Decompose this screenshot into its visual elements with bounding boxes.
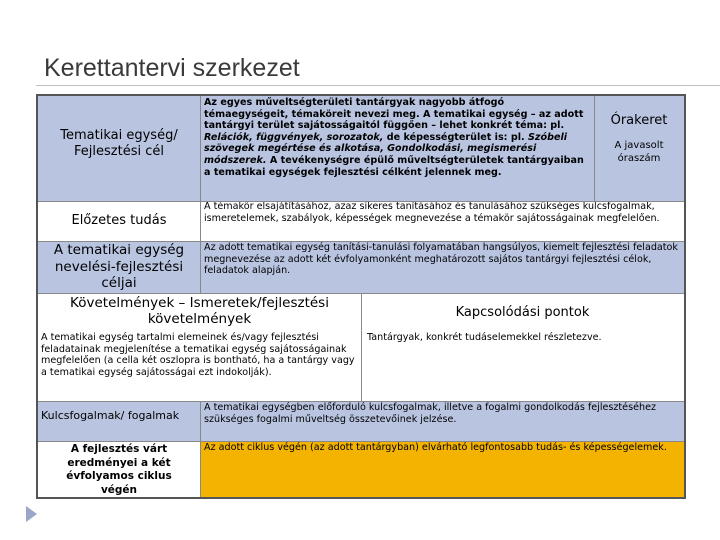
kovetelmenyek-header-text: Követelmények – Ismeretek/fejlesztési követelmények xyxy=(70,295,329,327)
kapcsolodasi-desc-text: Tantárgyak, konkrét tudáselemekkel részletezve. xyxy=(367,332,602,343)
grid-line xyxy=(38,241,684,242)
tematikai-label-cell xyxy=(38,96,200,201)
kovetelmenyek-desc-text: A tematikai egység tartalmi elemeinek és/vagy fejlesztési feladatainak megjelenítése a tematikai egység sajátosságainak megfelelően (a cella két oszlopra is bontható, ha a tantárgy vagy a tematikai egység sajátosságai ezt indokolják). xyxy=(41,332,355,378)
tematikai-desc-italic2: Szóbeli szövegek megértése és alkotása, Gondolkodási, megismerési módszerek. xyxy=(204,131,568,166)
kapcsolodasi-header-text: Kapcsolódási pontok xyxy=(455,305,590,320)
tematikai-desc-intro: Az egyes műveltségterületi tantárgyak nagyobb átfogó témaegységeit, témaköreit nevezi meg. A tematikai egység – az adott tantárgyi terület sajátosságaitól függően – lehet konkrét téma: pl. xyxy=(204,97,584,132)
celok-label-cell xyxy=(38,241,200,293)
elozetes-description xyxy=(200,201,684,241)
eredmenyek-label: A fejlesztés várt eredményei a két évfolyamos ciklus végén xyxy=(66,443,172,496)
page-title: Kerettantervi szerkezet xyxy=(44,54,300,82)
next-slide-arrow-icon[interactable] xyxy=(26,506,37,522)
tematikai-desc-mid: de képességterület is: pl. xyxy=(383,131,528,143)
tematikai-desc-italic1: Relációk, függvények, sorozatok, xyxy=(204,131,384,143)
grid-line xyxy=(594,96,595,201)
celok-description xyxy=(200,241,684,293)
kulcsfogalmak-description xyxy=(200,401,684,441)
grid-line xyxy=(38,293,684,294)
tematikai-label: Tematikai egység/ Fejlesztési cél xyxy=(60,128,178,159)
kulcsfogalmak-desc-text: A tematikai egységben előforduló kulcsfogalmak, illetve a fogalmi gondolkodás fejlesztéséhez szükséges fogalmi műveltség összetevőinek jelzése. xyxy=(204,402,657,425)
orakeret-title: Órakeret xyxy=(610,113,668,128)
kulcsfogalmak-label: Kulcsfogalmak/ fogalmak xyxy=(41,409,180,422)
kapcsolodasi-header xyxy=(361,293,684,331)
title-divider xyxy=(36,85,720,86)
elozetes-label-cell xyxy=(38,201,200,241)
elozetes-desc-text: A témakör elsajátításához, azaz sikeres tanításához és tanulásához szükséges kulcsfogalmak, ismeretelemek, szabályok, képességek megnevezése a témakör sajátosságainak megfelelően. xyxy=(204,201,660,224)
grid-line xyxy=(361,293,362,401)
elozetes-label: Előzetes tudás xyxy=(71,213,167,228)
grid-line xyxy=(200,96,201,293)
celok-desc-text: Az adott tematikai egység tanítási-tanulási folyamatában hangsúlyos, kiemelt fejlesztési feladatok megnevezése az adott két évfolyamonként meghatározott sajátos tantárgyi fejlesztési célok, feladatok alapján. xyxy=(204,242,678,277)
kovetelmenyek-description xyxy=(38,331,361,401)
grid-line xyxy=(200,401,201,497)
curriculum-table xyxy=(36,94,686,499)
kovetelmenyek-header xyxy=(38,293,361,331)
grid-line xyxy=(38,401,684,402)
eredmenyek-desc-text: Az adott ciklus végén (az adott tantárgyban) elvárható legfontosabb tudás- és képességelemek. xyxy=(204,442,667,453)
tematikai-desc-end: A tevékenységre épülő műveltségterületek tantárgyaiban a tematikai egységek fejlesztési célként jelennek meg. xyxy=(204,154,584,178)
grid-line xyxy=(38,201,684,202)
celok-label: A tematikai egység nevelési-fejlesztési céljai xyxy=(53,242,185,291)
kulcsfogalmak-label-cell xyxy=(38,401,200,441)
eredmenyek-label-cell xyxy=(38,441,200,497)
orakeret-subtitle: A javasolt óraszám xyxy=(614,140,664,164)
kapcsolodasi-description xyxy=(361,331,684,401)
orakeret-cell xyxy=(594,96,684,201)
eredmenyek-description xyxy=(200,441,684,497)
grid-line xyxy=(38,441,684,442)
tematikai-description xyxy=(200,96,594,201)
